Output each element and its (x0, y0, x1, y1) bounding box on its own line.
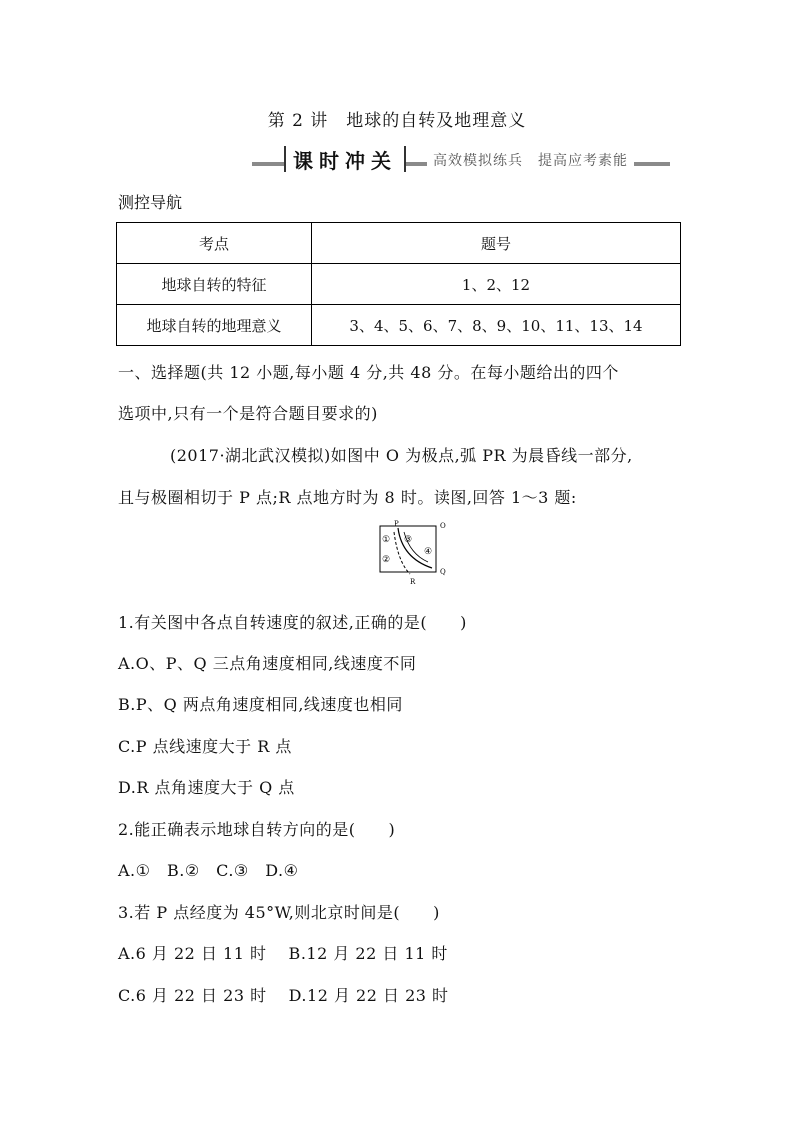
part-heading-cont: 选项中,只有一个是符合题目要求的) (118, 404, 378, 423)
question-2-stem: 2.能正确表示地球自转方向的是( ) (118, 820, 396, 839)
question-2-options: A.① B.② C.③ D.④ (118, 861, 299, 880)
intro-text-cont: 且与极圈相切于 P 点;R 点地方时为 8 时。读图,回答 1～3 题: (118, 488, 577, 507)
label-q: Q (440, 568, 446, 576)
table-row (117, 305, 681, 346)
label-o: O (440, 522, 446, 530)
question-3-options-ab: A.6 月 22 日 11 时 B.12 月 22 日 11 时 (118, 944, 448, 963)
question-1-option-d: D.R 点角速度大于 Q 点 (118, 778, 295, 797)
intro-text: (2017·湖北武汉模拟)如图中 O 为极点,弧 PR 为晨昏线一部分, (170, 446, 633, 465)
table-header: 题号 (312, 223, 681, 264)
marker-2: ② (382, 555, 391, 565)
banner (252, 146, 670, 172)
table-cell: 地球自转的地理意义 (117, 305, 312, 346)
question-1-option-a: A.O、P、Q 三点角速度相同,线速度不同 (118, 654, 417, 673)
question-1-option-b: B.P、Q 两点角速度相同,线速度也相同 (118, 695, 403, 714)
question-1-option-c: C.P 点线速度大于 R 点 (118, 737, 292, 756)
banner-label: 课时冲关 (284, 146, 406, 172)
polar-diagram (376, 518, 452, 586)
navigation-table (116, 222, 681, 346)
table-header-row (117, 223, 681, 264)
table-cell: 地球自转的特征 (117, 264, 312, 305)
banner-subtitle: 高效模拟练兵 提高应考素能 (427, 150, 634, 170)
label-r: R (410, 578, 416, 586)
table-cell: 1、2、12 (312, 264, 681, 305)
question-3-stem: 3.若 P 点经度为 45°W,则北京时间是( ) (118, 903, 440, 922)
table-header: 考点 (117, 223, 312, 264)
question-1-stem: 1.有关图中各点自转速度的叙述,正确的是( ) (118, 613, 467, 632)
table-row (117, 264, 681, 305)
part-heading: 一、选择题(共 12 小题,每小题 4 分,共 48 分。在每小题给出的四个 (118, 363, 619, 382)
marker-4: ④ (424, 547, 433, 557)
table-cell: 3、4、5、6、7、8、9、10、11、13、14 (312, 305, 681, 346)
label-p: P (394, 520, 399, 528)
marker-1: ① (382, 535, 391, 545)
section-title: 测控导航 (118, 193, 183, 212)
question-3-options-cd: C.6 月 22 日 23 时 D.12 月 22 日 23 时 (118, 986, 449, 1005)
marker-3: ③ (404, 535, 413, 545)
page-title: 第 2 讲 地球的自转及地理意义 (267, 111, 527, 131)
